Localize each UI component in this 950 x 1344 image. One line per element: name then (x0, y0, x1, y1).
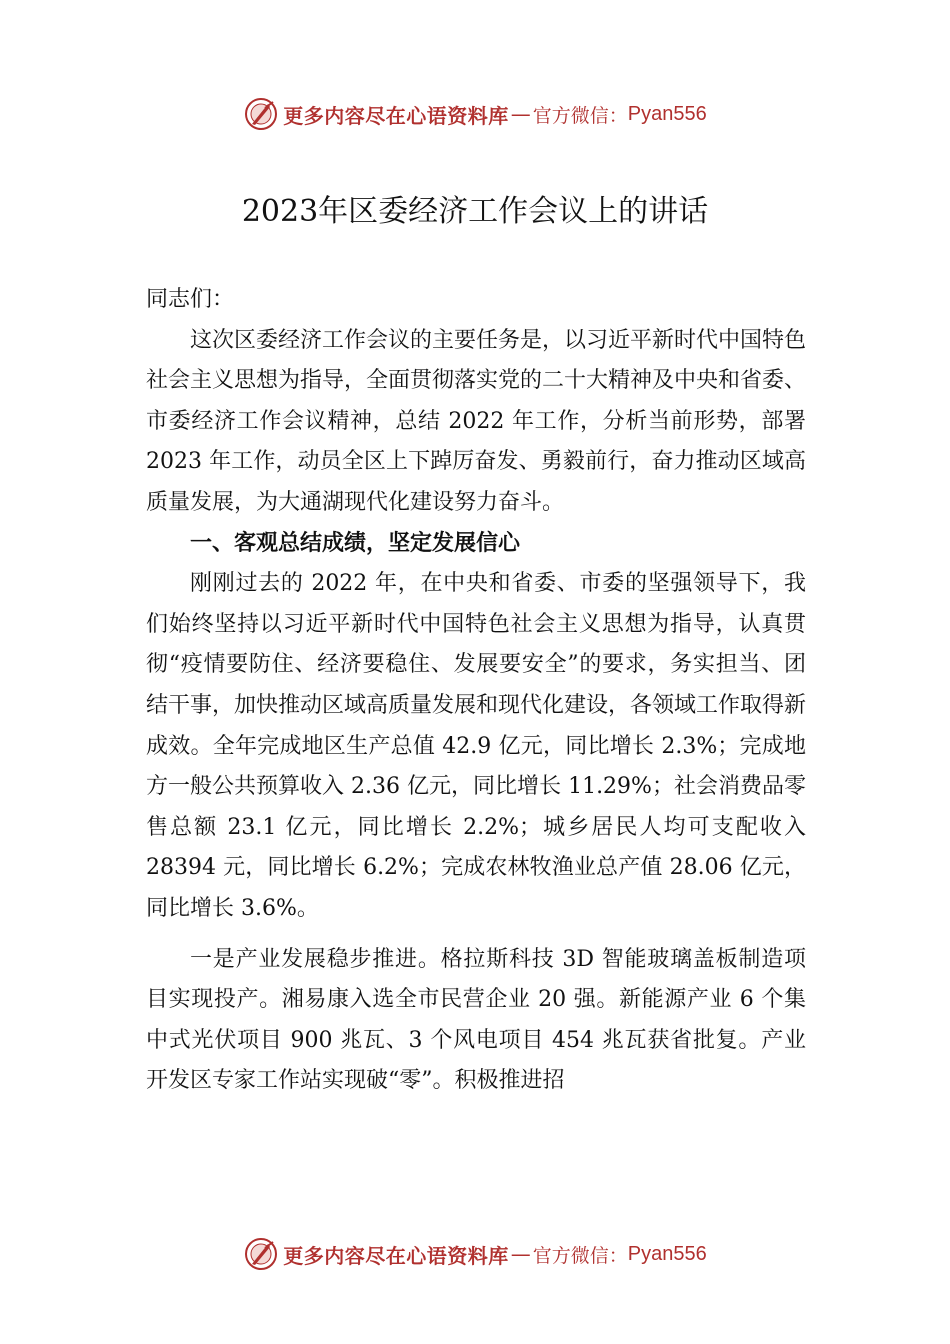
banner-text: 更多内容尽在心语资料库 (283, 103, 509, 128)
summary-paragraph: 刚刚过去的 2022 年，在中央和省委、市委的坚强领导下，我们始终坚持以习近平新时代中国特色社会主义思想为指导，认真贯彻“疫情要防住、经济要稳住、发展要安全”的要求，务实担当、团结干事，加快推动区域高质量发展和现代化建设，各领域工作取得新成效。全年完成地区生产总值 42.9 亿元，同比增长 2.3%；完成地方一般公共预算收入 2.36 亿元，同比增长 11.29%；社会消费品零售总额 23.1 亿元，同比增长 2.2%；城乡居民人均可支配收入 28394 元，同比增长 6.2%；完成农林牧渔业总产值 28.06 亿元，同比增长 3.6%。 (146, 571, 807, 921)
banner-text: 更多内容尽在心语资料库 (283, 1243, 509, 1268)
footer-banner (0, 1232, 950, 1276)
intro-paragraph: 这次区委经济工作会议的主要任务是，以习近平新时代中国特色社会主义思想为指导，全面贯彻落实党的二十大精神及中央和省委、市委经济工作会议精神，总结 2022 年工作，分析当前形势，部署 2023 年工作，动员全区上下踔厉奋发、勇毅前行，奋力推动区域高质量发展，为大通湖现代化建设努力奋斗。 (146, 327, 807, 515)
document-title: 2023年区委经济工作会议上的讲话 (241, 194, 709, 229)
salutation: 同志们： (146, 287, 235, 312)
banner-separator: — (510, 102, 531, 126)
banner-wechat-id: Pyan556 (627, 1242, 707, 1265)
header-banner (0, 92, 950, 136)
banner-wechat-label: 官方微信： (532, 104, 628, 127)
document-body (146, 280, 806, 1102)
section-heading: 一、客观总结成绩，坚定发展信心 (190, 530, 521, 556)
banner-wechat-id: Pyan556 (627, 102, 707, 125)
banner-separator: — (510, 1242, 531, 1266)
industry-paragraph: 一是产业发展稳步推进。格拉斯科技 3D 智能玻璃盖板制造项目实现投产。湘易康入选全市民营企业 20 强。新能源产业 6 个集中式光伏项目 900 兆瓦、3 个风电项目 454 兆瓦获省批复。产业开发区专家工作站实现破“零”。积极推进招 (146, 946, 806, 1094)
quill-logo-icon (243, 96, 279, 132)
quill-logo-icon (243, 1236, 279, 1272)
banner-wechat-label: 官方微信： (532, 1244, 628, 1267)
